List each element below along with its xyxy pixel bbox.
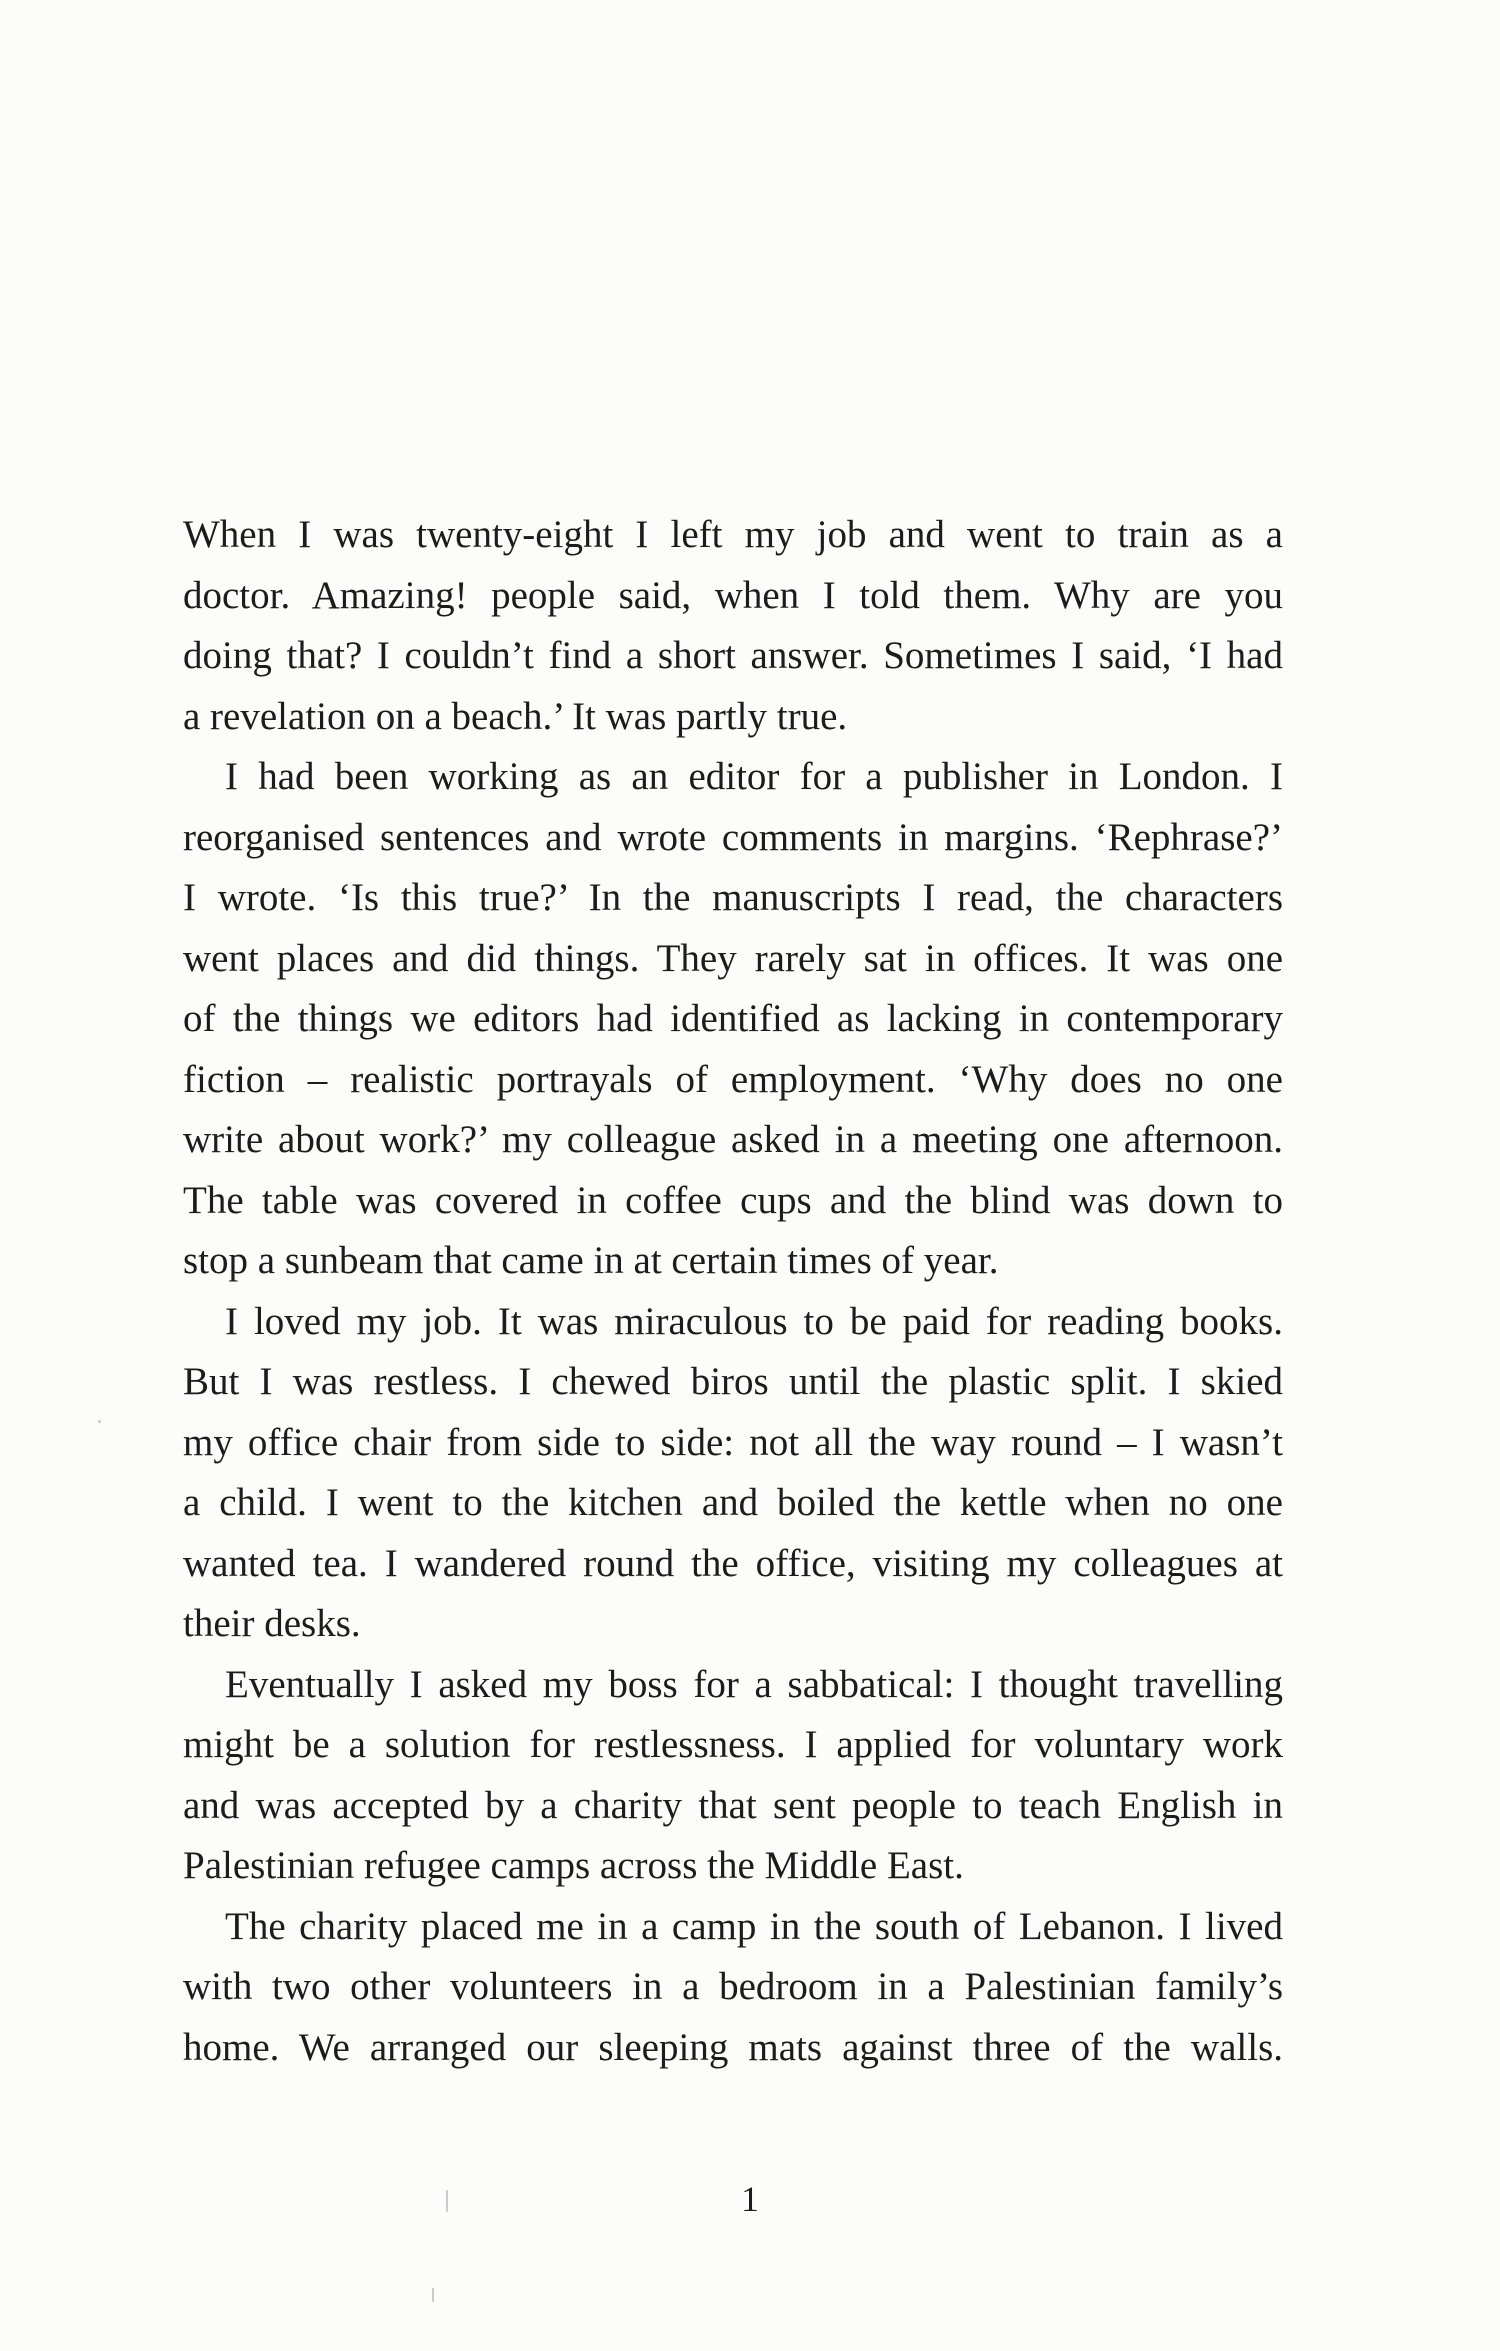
text-line: might be a solution for restlessness. I applied for voluntary work xyxy=(183,1723,1283,1766)
text-line: The table was covered in coffee cups and the blind was down to xyxy=(183,1178,1283,1222)
paragraph-2 xyxy=(183,747,1283,1292)
text-line: home. We arranged our sleeping mats against three of the walls. xyxy=(183,2025,1283,2069)
paragraph-3 xyxy=(183,1292,1283,1655)
text-line: reorganised sentences and wrote comments in margins. ‘Rephrase?’ xyxy=(183,815,1283,859)
text-line: doing that? I couldn’t find a short answer. Sometimes I said, ‘I had xyxy=(183,634,1283,677)
text-line: a child. I went to the kitchen and boiled the kettle when no one xyxy=(183,1481,1283,1524)
body-text xyxy=(183,505,1283,2078)
text-line: When I was twenty-eight I left my job and went to train as a xyxy=(183,513,1283,556)
text-line: Palestinian refugee camps across the Middle East. xyxy=(183,1844,964,1887)
text-line: Eventually I asked my boss for a sabbatical: I thought travelling xyxy=(225,1662,1283,1706)
text-line: wanted tea. I wandered round the office, visiting my colleagues at xyxy=(183,1541,1283,1585)
text-line: with two other volunteers in a bedroom in a Palestinian family’s xyxy=(183,1965,1283,2008)
paragraph-5 xyxy=(183,1897,1283,2079)
scan-speck xyxy=(98,1420,101,1423)
text-line: of the things we editors had identified as lacking in contemporary xyxy=(183,997,1283,1040)
text-line: But I was restless. I chewed biros until the plastic split. I skied xyxy=(183,1360,1283,1403)
text-line: I loved my job. It was miraculous to be paid for reading books. xyxy=(225,1299,1283,1343)
text-line: fiction – realistic portrayals of employment. ‘Why does no one xyxy=(183,1057,1283,1101)
text-line: I wrote. ‘Is this true?’ In the manuscripts I read, the characters xyxy=(183,876,1283,919)
text-line: stop a sunbeam that came in at certain times of year. xyxy=(183,1239,999,1282)
text-line: went places and did things. They rarely sat in offices. It was one xyxy=(183,936,1283,980)
text-line: a revelation on a beach.’ It was partly true. xyxy=(183,694,848,738)
text-line: I had been working as an editor for a publisher in London. I xyxy=(225,755,1283,798)
text-line: write about work?’ my colleague asked in a meeting one afternoon. xyxy=(183,1118,1283,1161)
paragraph-1 xyxy=(183,505,1283,747)
text-line: The charity placed me in a camp in the south of Lebanon. I lived xyxy=(225,1904,1283,1948)
text-line: doctor. Amazing! people said, when I told them. Why are you xyxy=(183,573,1283,617)
scan-speck xyxy=(432,2288,434,2302)
text-line: my office chair from side to side: not all the way round – I wasn’t xyxy=(183,1420,1283,1464)
paragraph-4 xyxy=(183,1655,1283,1897)
text-line: and was accepted by a charity that sent people to teach English in xyxy=(183,1783,1283,1827)
page-number: 1 xyxy=(741,2179,759,2219)
scan-speck xyxy=(446,2190,448,2212)
text-line: their desks. xyxy=(183,1602,361,1645)
